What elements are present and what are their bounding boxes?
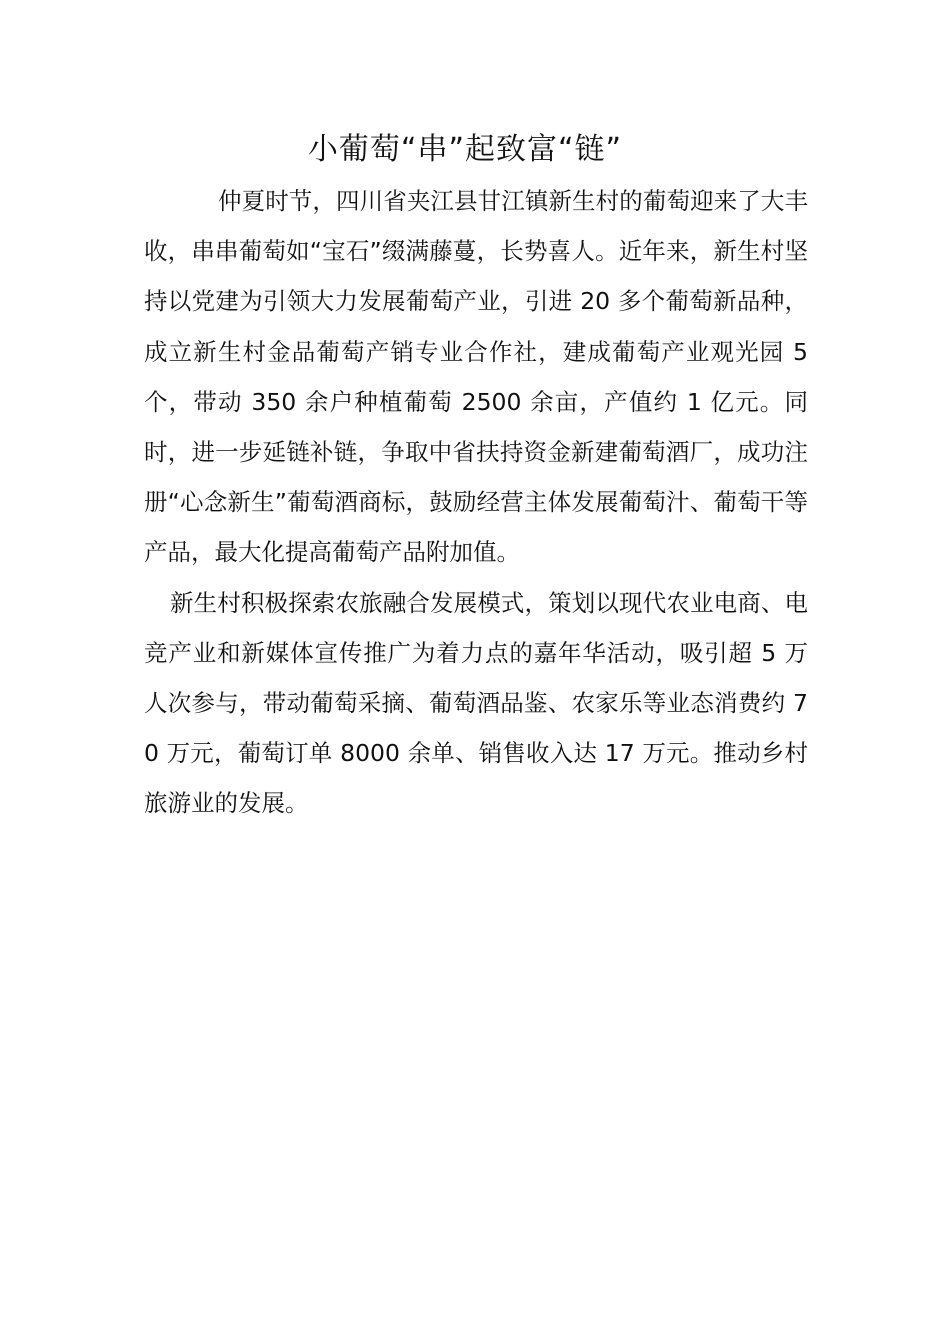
document-body <box>144 176 808 829</box>
paragraph-1: 仲夏时节，四川省夹江县甘江镇新生村的葡萄迎来了大丰收，串串葡萄如“宝石”缀满藤蔓，长势喜人。近年来，新生村坚持以党建为引领大力发展葡萄产业，引进 20 多个葡萄新品种，成立新生村金品葡萄产销专业合作社，建成葡萄产业观光园 5 个，带动 350 余户种植葡萄 2500 余亩，产值约 1 亿元。同时，进一步延链补链，争取中省扶持资金新建葡萄酒厂，成功注册“心念新生”葡萄酒商标，鼓励经营主体发展葡萄汁、葡萄干等产品，最大化提高葡萄产品附加值。 <box>144 187 808 567</box>
document-title: 小葡萄“串”起致富“链” <box>307 132 623 167</box>
paragraph-2: 新生村积极探索农旅融合发展模式，策划以现代农业电商、电竞产业和新媒体宣传推广为着力点的嘉年华活动，吸引超 5 万人次参与，带动葡萄采摘、葡萄酒品鉴、农家乐等业态消费约 70 万元，葡萄订单 8000 余单、销售收入达 17 万元。推动乡村旅游业的发展。 <box>144 588 808 818</box>
